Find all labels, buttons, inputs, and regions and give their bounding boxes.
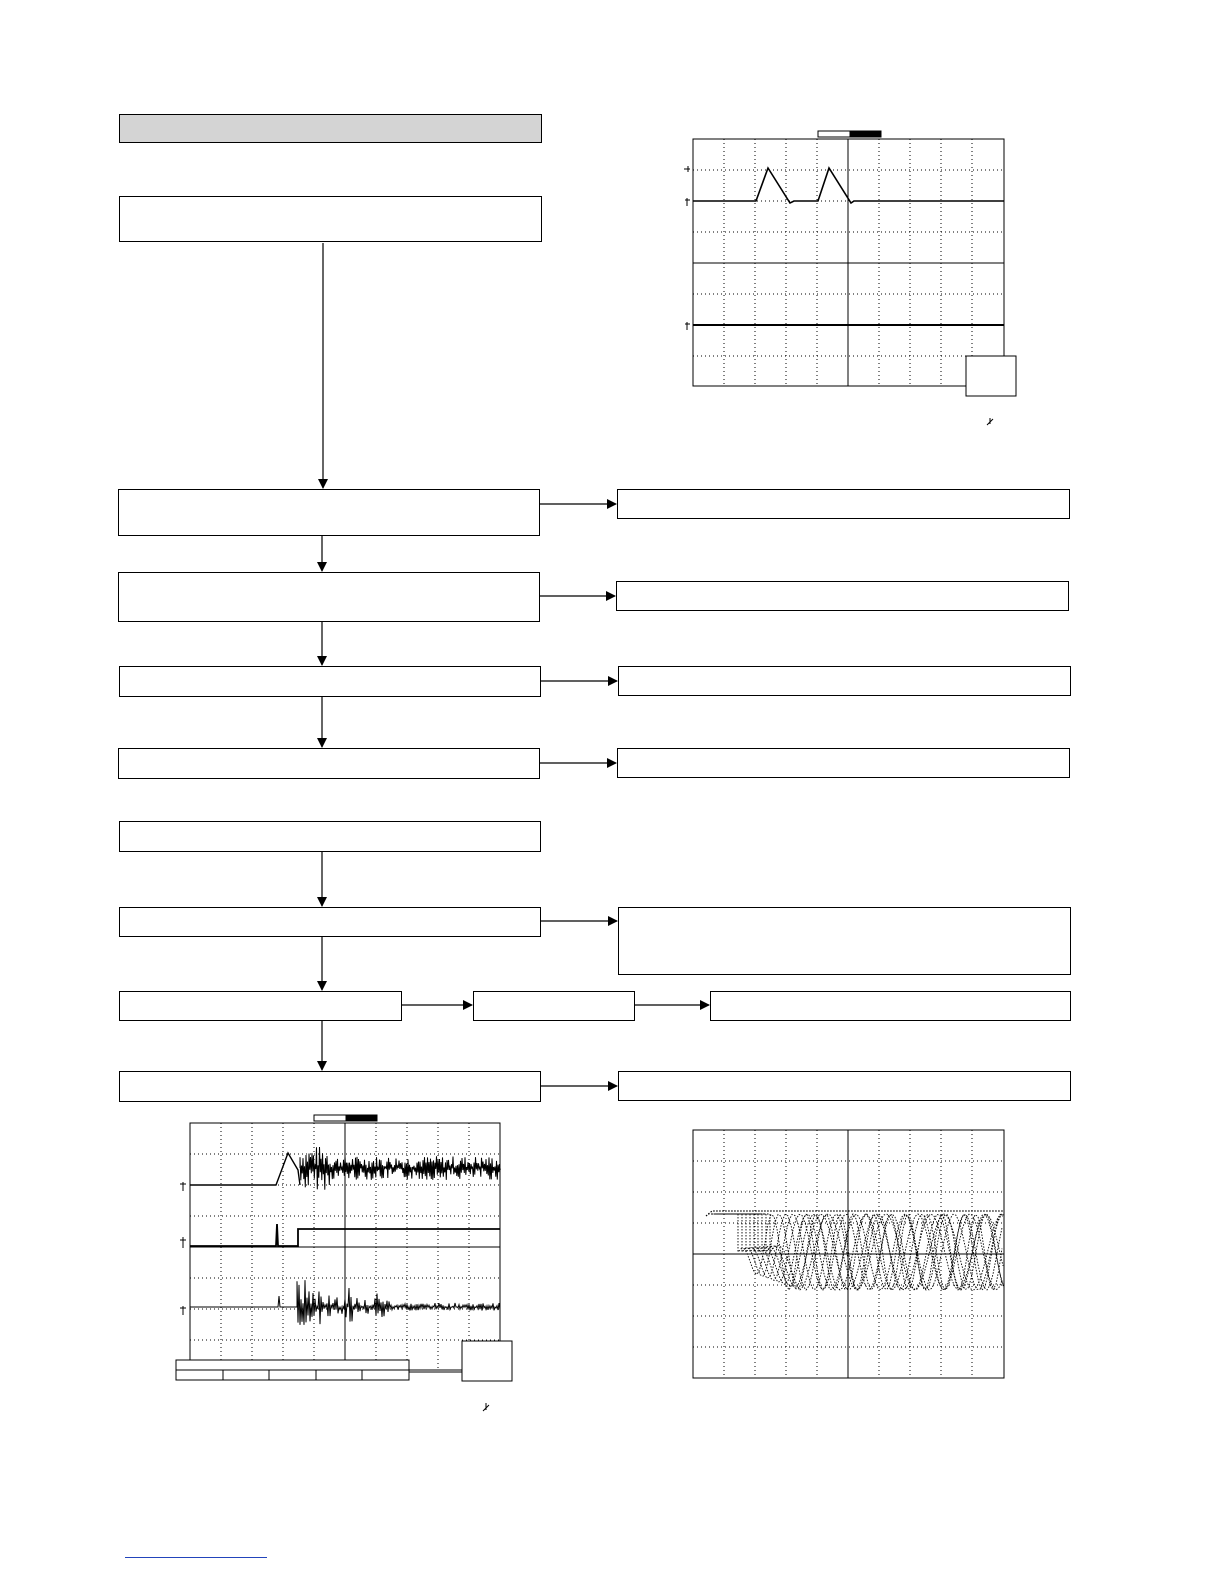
scope-top-marker-black [850, 131, 881, 137]
scope-top-ch1-marker [684, 166, 690, 172]
scope-top-ground-symbol [987, 418, 993, 425]
scope-top-ch2-marker [685, 198, 690, 206]
scope-bl-ch1-marker [180, 1182, 186, 1191]
scope-bl-settings-table [176, 1360, 409, 1380]
scope-bl-marker-white [314, 1115, 346, 1121]
scope-bottom-left [170, 1110, 520, 1415]
footer-link-underline [125, 1557, 267, 1558]
scope-top-ch3-marker [685, 322, 690, 330]
scope-bl-ch2-marker [180, 1237, 186, 1248]
scope-top-settings-box [966, 356, 1016, 396]
scope-bl-trace-1 [190, 1153, 300, 1185]
scope-bl-settings-box [462, 1341, 512, 1381]
scope-top-marker-white [818, 131, 850, 137]
scope-top [680, 125, 1030, 435]
scope-bl-noise-1 [300, 1147, 500, 1190]
scope-bl-ch3-marker [180, 1306, 186, 1315]
scope-bl-ground-symbol [483, 1403, 489, 1411]
scope-bl-marker-black [346, 1115, 377, 1121]
scope-bottom-right [690, 1125, 1010, 1385]
scope-br-sweep-traces [706, 1211, 1004, 1290]
scope-br-sweep-trace [728, 1214, 1004, 1290]
